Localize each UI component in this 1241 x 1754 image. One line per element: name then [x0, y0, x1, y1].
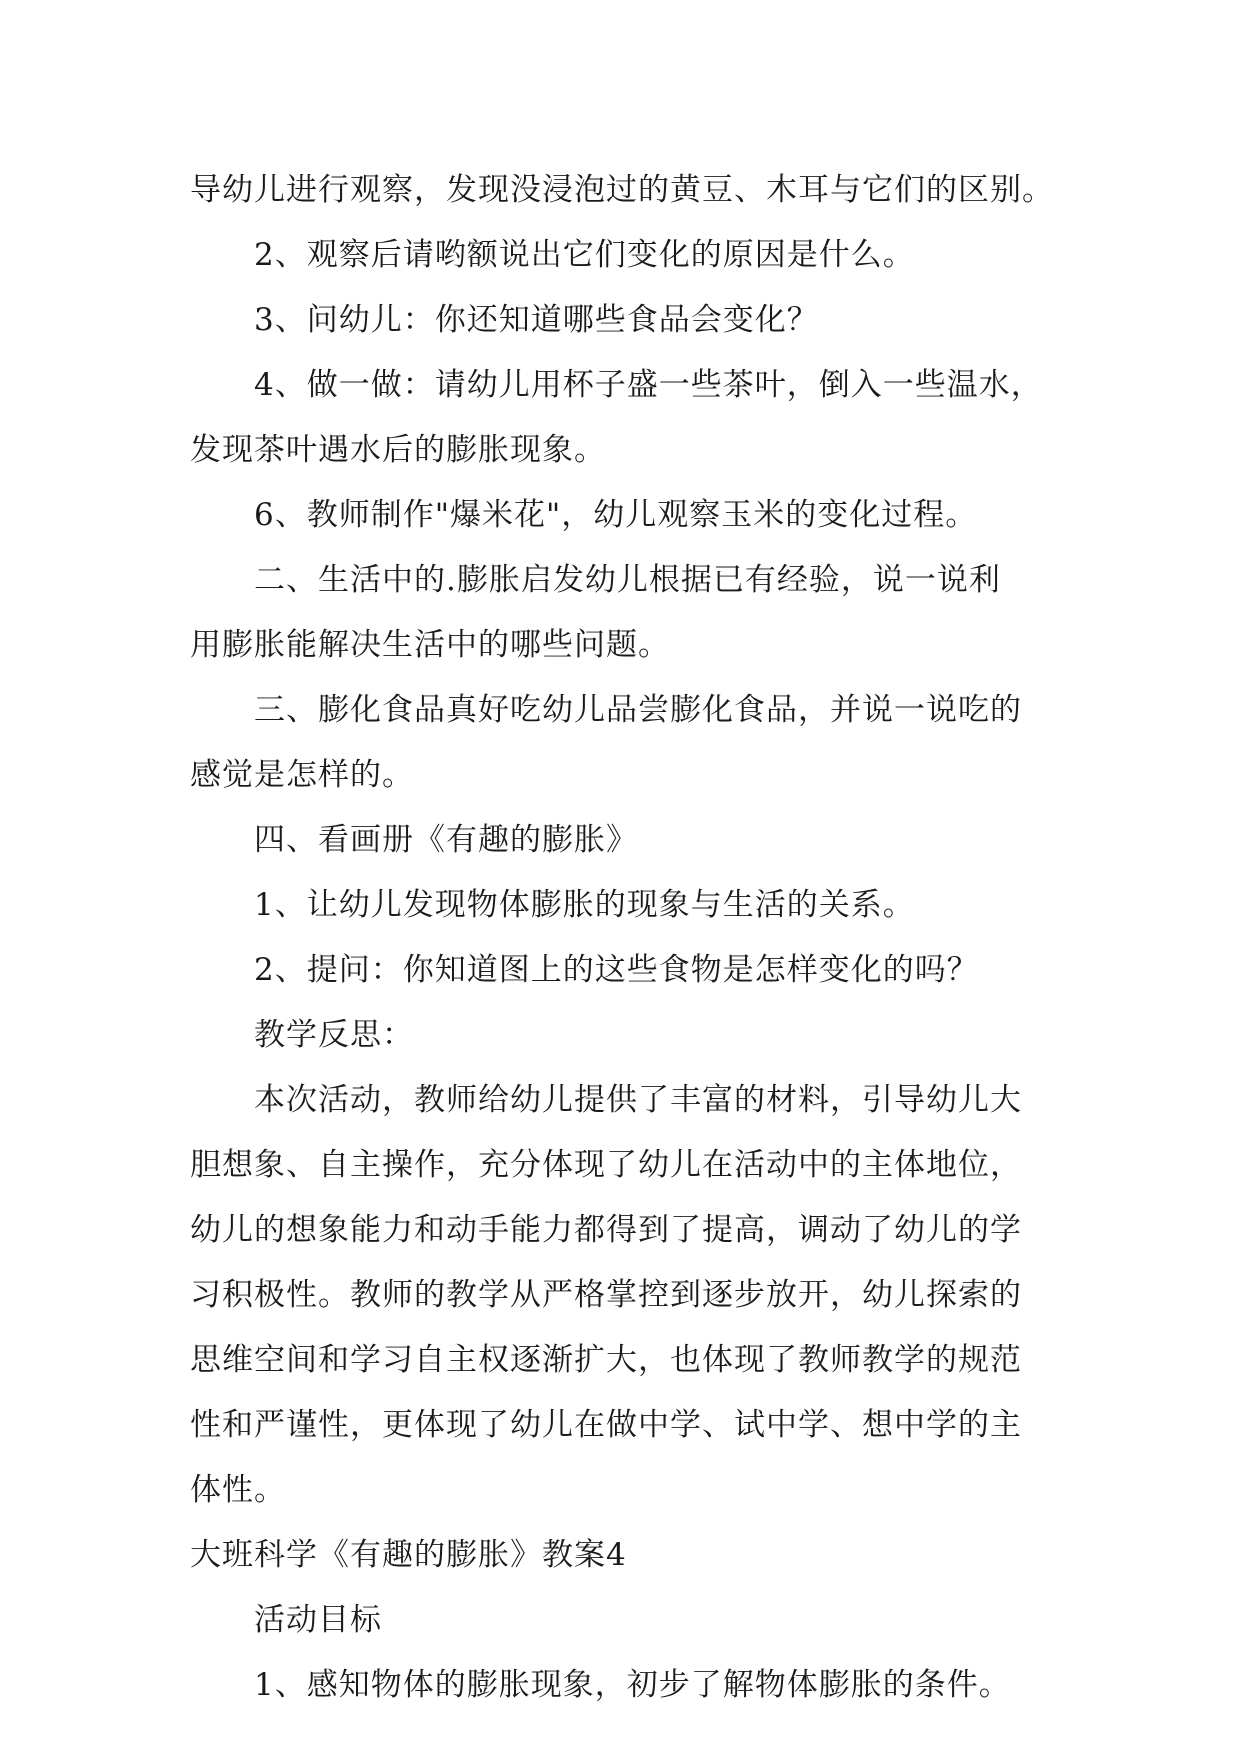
text-line: 6、教师制作"爆米花"，幼儿观察玉米的变化过程。 [254, 497, 978, 533]
document-page [190, 158, 1070, 1718]
text-line: 习积极性。教师的教学从严格掌控到逐步放开，幼儿探索的 [190, 1277, 1022, 1313]
section-heading: 教学反思： [254, 1017, 414, 1053]
text-line: 2、观察后请哟额说出它们变化的原因是什么。 [254, 237, 915, 273]
text-line: 导幼儿进行观察，发现没浸泡过的黄豆、木耳与它们的区别。 [190, 172, 1054, 208]
text-line: 1、让幼儿发现物体膨胀的现象与生活的关系。 [254, 887, 915, 923]
document-title: 大班科学《有趣的膨胀》教案4 [190, 1537, 627, 1573]
text-line: 感觉是怎样的。 [190, 757, 414, 793]
text-line: 本次活动，教师给幼儿提供了丰富的材料，引导幼儿大 [254, 1082, 1022, 1118]
text-line: 2、提问：你知道图上的这些食物是怎样变化的吗？ [254, 952, 979, 988]
text-line: 3、问幼儿：你还知道哪些食品会变化？ [254, 302, 819, 338]
text-line: 发现茶叶遇水后的膨胀现象。 [190, 432, 606, 468]
section-heading: 活动目标 [254, 1602, 382, 1638]
text-line: 1、感知物体的膨胀现象，初步了解物体膨胀的条件。 [254, 1667, 1011, 1703]
text-line: 三、膨化食品真好吃幼儿品尝膨化食品，并说一说吃的 [254, 692, 1022, 728]
section-heading: 四、看画册《有趣的膨胀》 [254, 822, 638, 858]
text-line: 二、生活中的.膨胀启发幼儿根据已有经验，说一说利 [254, 562, 1001, 598]
text-line: 用膨胀能解决生活中的哪些问题。 [190, 627, 670, 663]
text-line: 4、做一做：请幼儿用杯子盛一些茶叶，倒入一些温水， [254, 367, 1043, 403]
text-line: 胆想象、自主操作，充分体现了幼儿在活动中的主体地位， [190, 1147, 1022, 1183]
text-line: 体性。 [190, 1472, 286, 1508]
text-line: 性和严谨性，更体现了幼儿在做中学、试中学、想中学的主 [190, 1407, 1022, 1443]
text-line: 思维空间和学习自主权逐渐扩大，也体现了教师教学的规范 [190, 1342, 1022, 1378]
text-line: 幼儿的想象能力和动手能力都得到了提高，调动了幼儿的学 [190, 1212, 1022, 1248]
